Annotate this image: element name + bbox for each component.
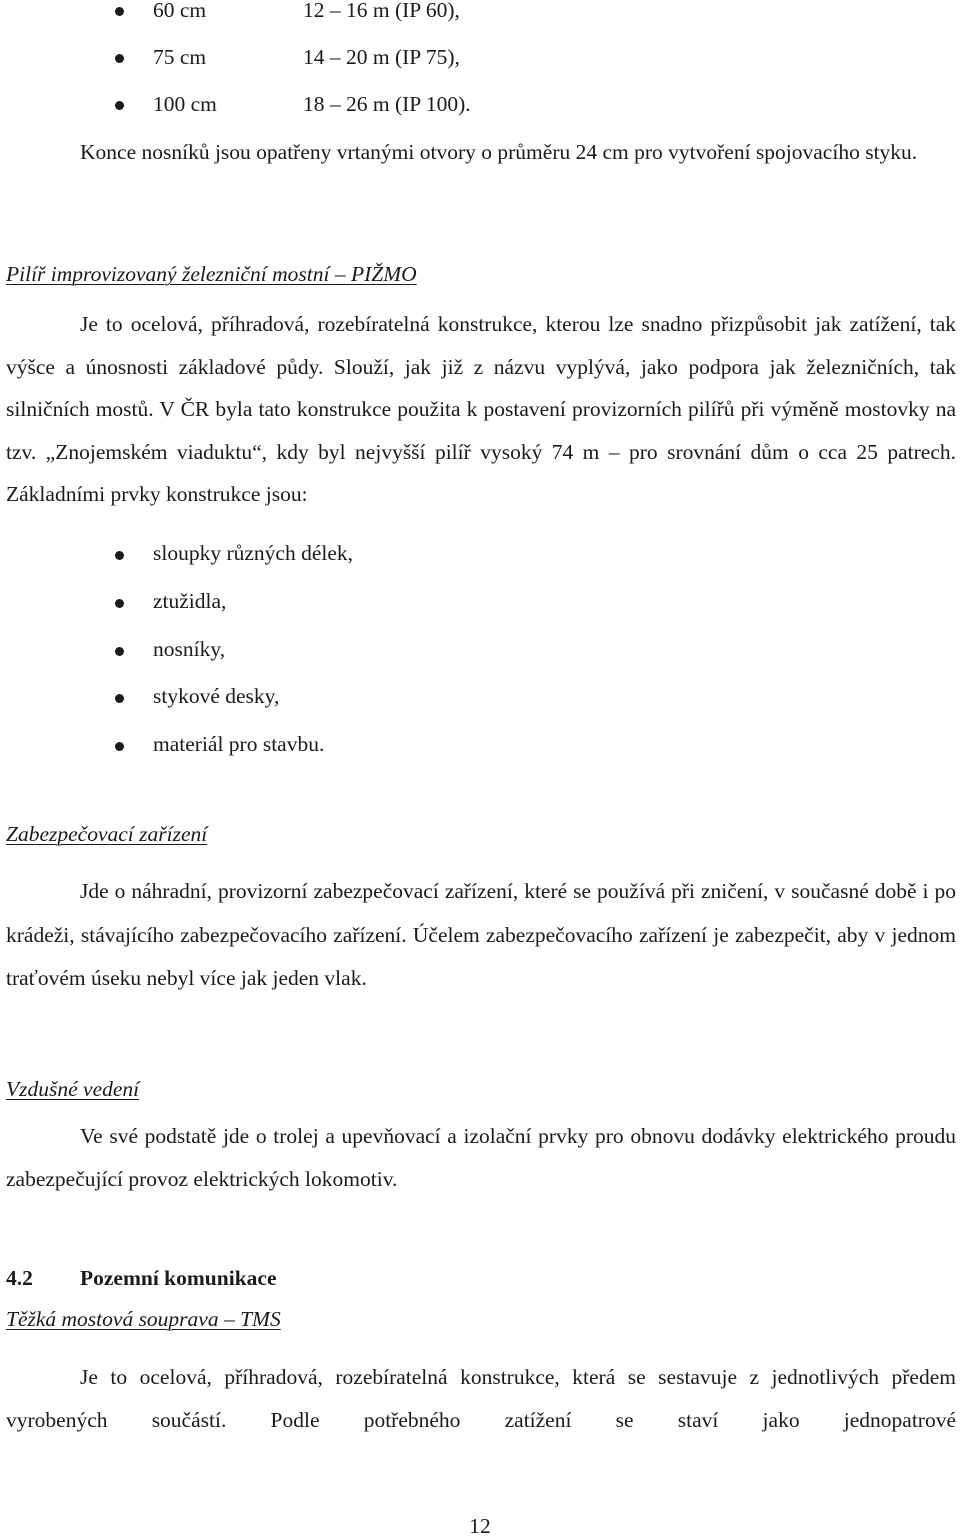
list-item (0, 637, 960, 667)
paragraph-tms: Je to ocelová, příhradová, rozebíratelná konstrukce, která se sestavuje z jednotlivých předem vyrobených součástí. Podle potřebného zatížení se staví jako jednopatrové (6, 1365, 956, 1432)
list-item-label: ztužidla, (153, 589, 227, 613)
page-number: 12 (469, 1514, 491, 1538)
list-item-label: materiál pro stavbu. (153, 732, 325, 756)
paragraph-pizmo: Je to ocelová, příhradová, rozebíratelná konstrukce, kterou lze snadno přizpůsobit jak zatížení, tak výšce a únosnosti základové půdy. Slouží, jak již z názvu vyplývá, jako podpora jak železničních, tak silničních mostů. V ČR byla tato konstrukce použita k postavení provizorních pilířů při výměně mostovky na tzv. „Znojemském viaduktu“, kdy byl nejvyšší pilíř vysoký 74 m – pro srovnání dům o cca 25 patrech. Základními prvky konstrukce jsou: (6, 312, 956, 506)
list-item (0, 684, 960, 714)
spec-size: 60 cm (153, 0, 207, 22)
bullet-icon (115, 694, 124, 703)
list-item (0, 732, 960, 762)
spec-size: 75 cm (153, 45, 207, 69)
spec-range: 18 – 26 m (IP 100). (303, 92, 471, 116)
bullet-icon (115, 7, 124, 16)
heading-overhead-line: Vzdušné vedení (6, 1077, 140, 1101)
bullet-icon (115, 647, 124, 656)
list-item-label: sloupky různých délek, (153, 541, 354, 565)
list-item (0, 92, 960, 122)
heading-pizmo: Pilíř improvizovaný železniční mostní – PIŽMO (6, 262, 417, 286)
bullet-icon (115, 54, 124, 63)
list-item (0, 0, 960, 28)
spec-range: 14 – 20 m (IP 75), (303, 45, 460, 69)
spec-range: 12 – 16 m (IP 60), (303, 0, 460, 22)
heading-security: Zabezpečovací zařízení (6, 822, 208, 846)
list-item (0, 45, 960, 75)
paragraph-overhead-line: Ve své podstatě jde o trolej a upevňovací a izolační prvky pro obnovu dodávky elektrického proudu zabezpečující provoz elektrických lokomotiv. (6, 1124, 956, 1191)
bullet-icon (115, 551, 124, 560)
paragraph-security: Jde o náhradní, provizorní zabezpečovací zařízení, které se používá při zničení, v současné době i po krádeži, stávajícího zabezpečovacího zařízení. Účelem zabezpečovacího zařízení je zabezpečit, aby v jednom traťovém úseku nebyl více jak jeden vlak. (6, 879, 956, 990)
bullet-icon (115, 742, 124, 751)
list-item (0, 589, 960, 619)
section-title (6, 1266, 276, 1291)
section-number: 4.2 (6, 1266, 33, 1290)
section-title-text: Pozemní komunikace (80, 1266, 277, 1290)
list-item-label: nosníky, (153, 637, 226, 661)
spec-size: 100 cm (153, 92, 217, 116)
heading-tms: Těžká mostová souprava – TMS (6, 1307, 281, 1331)
bullet-icon (115, 101, 124, 110)
bullet-icon (115, 599, 124, 608)
list-item-label: stykové desky, (153, 684, 280, 708)
paragraph-beam-ends: Konce nosníků jsou opatřeny vrtanými otvory o průměru 24 cm pro vytvoření spojovacího styku. (80, 140, 918, 164)
list-item (0, 541, 960, 571)
